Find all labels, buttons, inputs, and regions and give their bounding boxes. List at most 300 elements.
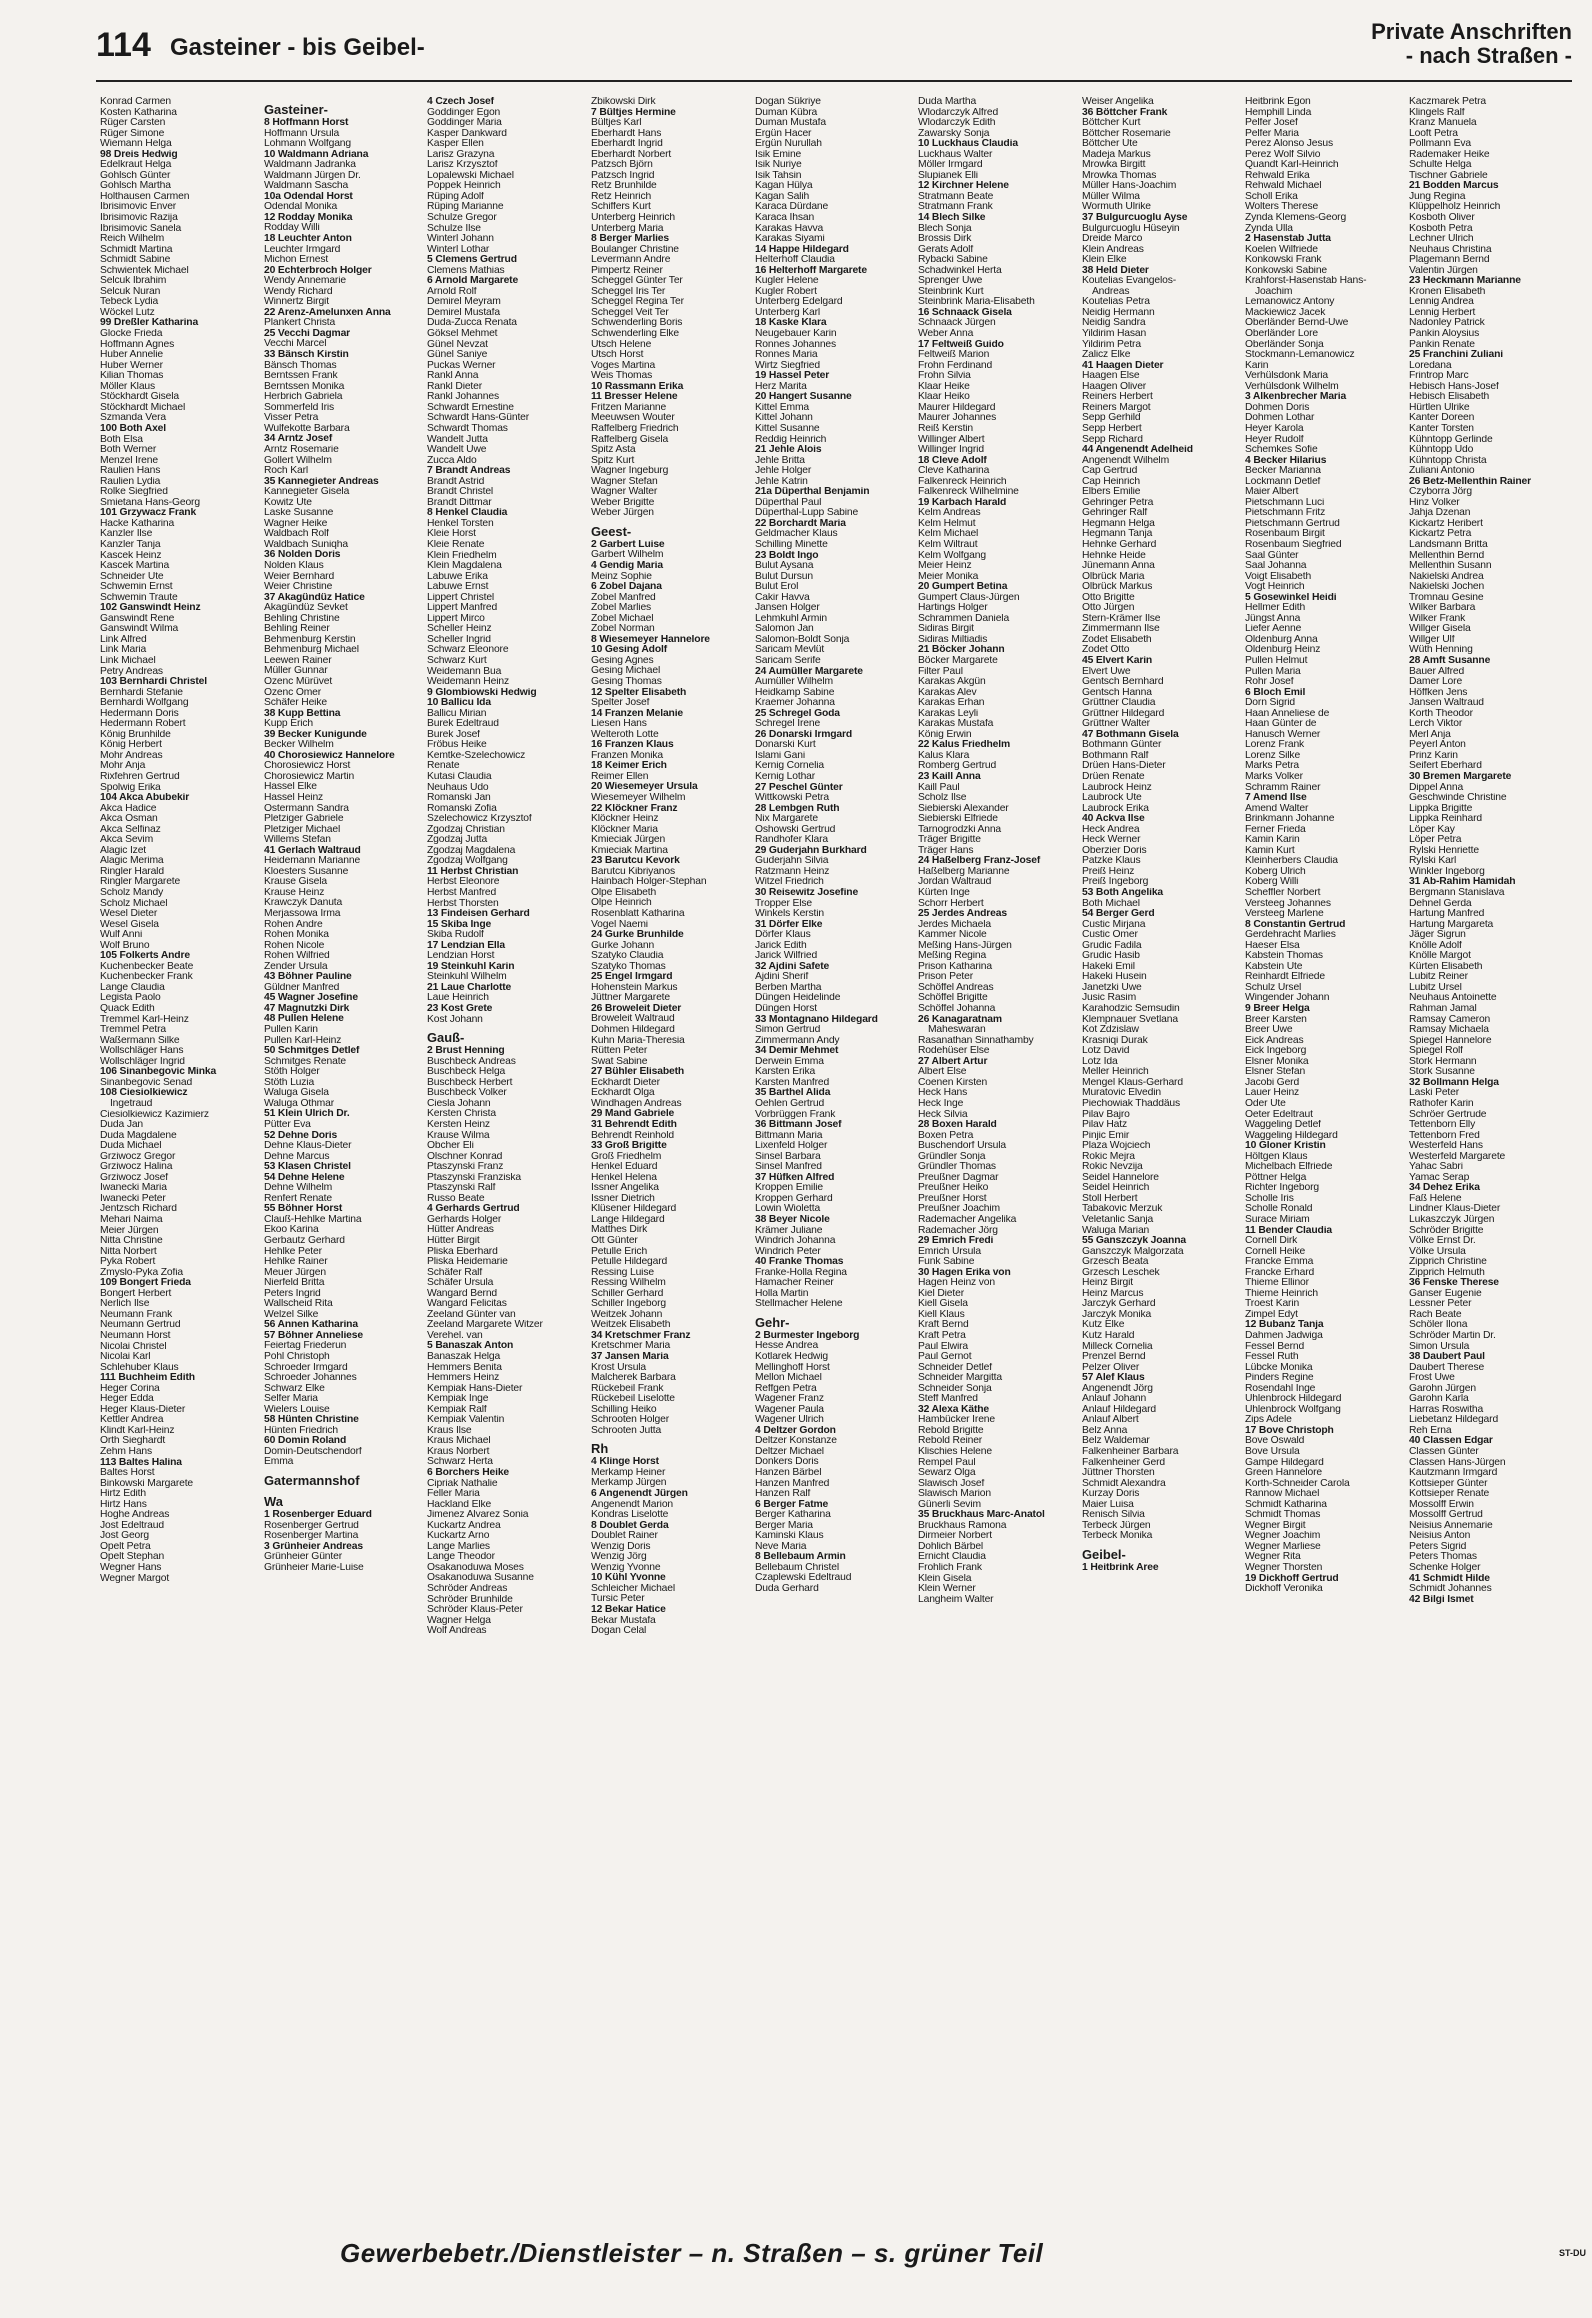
directory-entry: 1 Heitbrink Aree xyxy=(1081,1562,1159,1573)
directory-entry: Kurzay Doris xyxy=(1081,1489,1140,1500)
directory-entry: Kickartz Heribert xyxy=(1409,518,1483,529)
directory-entry: Koberg Willi xyxy=(1245,877,1299,888)
directory-entry: 25 Franchini Zuliani xyxy=(1409,350,1504,361)
directory-entry: Reiß Kerstin xyxy=(918,423,974,434)
directory-entry: Wlodarczyk Edith xyxy=(918,118,996,129)
directory-entry: Scholz Ilse xyxy=(918,793,967,804)
directory-entry: Kühntopp Udo xyxy=(1409,445,1474,456)
directory-entry: Schneider Detlef xyxy=(918,1362,993,1373)
directory-entry: Wingender Johann xyxy=(1245,993,1330,1004)
directory-entry: Wagner Stefan xyxy=(590,476,658,487)
directory-entry: Karsten Manfred xyxy=(754,1077,829,1088)
directory-entry: Willinger Ingrid xyxy=(918,445,985,456)
directory-entry: Pelfer Maria xyxy=(1245,128,1300,139)
directory-columns xyxy=(100,97,1570,2222)
directory-entry: 44 Angenendt Adelheid xyxy=(1081,445,1193,456)
directory-entry: Holla Martin xyxy=(754,1288,808,1299)
directory-entry: Kot Zdzislaw xyxy=(1081,1025,1139,1036)
directory-entry: Jarczyk Monika xyxy=(1081,1309,1151,1320)
directory-column-1 xyxy=(100,97,261,2222)
directory-entry: Retz Brunhilde xyxy=(590,181,657,192)
directory-entry: Tursic Peter xyxy=(590,1594,645,1605)
directory-entry: Gohlsch Günter xyxy=(100,170,171,181)
directory-entry: Patzsch Björn xyxy=(590,160,653,171)
directory-entry: Eberhardt Ingrid xyxy=(590,139,663,150)
directory-entry: Kanter Doreen xyxy=(1409,413,1475,424)
directory-entry: Schlehuber Klaus xyxy=(100,1362,179,1373)
directory-entry: Sepp Richard xyxy=(1081,434,1143,445)
directory-entry: Pinders Regine xyxy=(1245,1373,1315,1384)
directory-entry: Alagic Merima xyxy=(100,856,164,867)
directory-entry: Kemtke-Szelechowicz xyxy=(427,750,526,761)
directory-entry: Berntssen Frank xyxy=(263,371,338,382)
directory-entry: Hanzen Manfred xyxy=(754,1478,829,1489)
directory-entry: Kelm Michael xyxy=(918,529,979,540)
directory-entry: Grziwocz Josef xyxy=(100,1172,168,1183)
directory-entry: Liesen Hans xyxy=(590,719,647,730)
directory-entry: Hehlke Peter xyxy=(263,1246,322,1257)
directory-entry: Stellmacher Helene xyxy=(754,1299,843,1310)
directory-entry: Sinanbegovic Senad xyxy=(100,1077,193,1088)
directory-entry: Lennig Andrea xyxy=(1409,297,1474,308)
directory-entry: Becker Wilhelm xyxy=(263,740,334,751)
directory-entry: König Herbert xyxy=(100,740,162,751)
directory-entry: Akca Selfinaz xyxy=(100,824,161,835)
directory-entry: Milleck Cornelia xyxy=(1081,1341,1153,1352)
directory-entry: 43 Böhner Pauline xyxy=(263,972,352,983)
directory-entry: Peters Thomas xyxy=(1409,1552,1478,1563)
directory-entry: Zipprich Christine xyxy=(1409,1257,1487,1268)
directory-entry: 34 Arntz Josef xyxy=(263,434,332,445)
directory-entry: Donarski Kurt xyxy=(754,740,816,751)
directory-entry: Schwarz Eleonore xyxy=(427,645,509,656)
directory-entry: Neumann Gertrud xyxy=(100,1320,181,1331)
directory-entry: 5 Banaszak Anton xyxy=(427,1341,514,1352)
directory-entry: 6 Angenendt Jürgen xyxy=(590,1489,688,1499)
directory-entry: Höltgen Klaus xyxy=(1245,1151,1308,1162)
directory-entry: Witzel Friedrich xyxy=(754,877,824,888)
directory-entry: Kottsieper Renate xyxy=(1409,1489,1490,1500)
directory-entry: Selcuk Nuran xyxy=(100,286,161,297)
directory-entry: Buschbeck Helga xyxy=(427,1067,506,1078)
directory-entry: Rodehüser Else xyxy=(918,1046,990,1057)
directory-entry: Utsch Horst xyxy=(590,350,644,361)
directory-entry: Wegner Thorsten xyxy=(1245,1563,1323,1574)
directory-entry: Wandelt Jutta xyxy=(427,434,489,445)
directory-entry: Rankl Anna xyxy=(427,371,479,382)
directory-entry: Romanski Jan xyxy=(427,793,491,804)
directory-entry: Özenc Mürüvet xyxy=(263,676,332,687)
directory-entry: Konkowski Sabine xyxy=(1245,265,1328,276)
directory-entry: Scheggel Iris Ter xyxy=(590,286,666,297)
directory-entry: Gehringer Petra xyxy=(1081,497,1154,508)
directory-entry: Ressing Wilhelm xyxy=(590,1278,666,1289)
directory-entry: Klein Andreas xyxy=(1081,244,1144,255)
directory-entry: Heinz Marcus xyxy=(1081,1288,1144,1299)
directory-entry: Heck Andrea xyxy=(1081,824,1140,835)
directory-entry: Wenzig Doris xyxy=(590,1541,651,1552)
directory-entry: Gohlsch Martha xyxy=(100,181,171,192)
directory-entry: Domin-Deutschendorf xyxy=(263,1446,362,1457)
directory-entry: Krasniqi Durak xyxy=(1081,1035,1148,1046)
directory-entry: Kroppen Emilie xyxy=(754,1183,823,1194)
directory-entry: Lippka Reinhard xyxy=(1409,814,1483,825)
directory-entry: 2 Burmester Ingeborg xyxy=(754,1330,859,1341)
directory-entry: Günel Saniye xyxy=(427,350,488,361)
directory-entry: Grüttner Hildegard xyxy=(1081,708,1165,719)
directory-entry: 10 Waldmann Adriana xyxy=(263,149,368,160)
directory-entry: Labuwe Erika xyxy=(427,571,489,582)
directory-entry: Zimmermann Ilse xyxy=(1081,624,1160,635)
directory-entry: Wegner Marliese xyxy=(1245,1541,1322,1552)
directory-entry: Scheggel Günter Ter xyxy=(590,276,683,287)
directory-entry: Wolf Andreas xyxy=(427,1626,487,1637)
directory-entry: Duda Jan xyxy=(100,1120,144,1131)
directory-entry: Haagen Else xyxy=(1081,371,1140,382)
directory-entry: Jacobi Gerd xyxy=(1245,1077,1300,1088)
directory-entry: Nakielski Andrea xyxy=(1409,571,1484,582)
directory-entry: Hedermann Doris xyxy=(100,708,179,719)
directory-entry: 16 Franzen Klaus xyxy=(590,740,674,751)
directory-entry: Kottsieper Günter xyxy=(1409,1478,1488,1489)
directory-entry: Wagner Helga xyxy=(427,1615,492,1626)
directory-entry: Böttcher Rosemarie xyxy=(1081,128,1171,139)
directory-entry: Binkowski Margarete xyxy=(100,1478,194,1489)
directory-entry: Kasper Ellen xyxy=(427,139,485,150)
directory-entry: Dippel Anna xyxy=(1409,782,1464,793)
directory-entry: Stern-Krämer Ilse xyxy=(1081,613,1161,624)
directory-entry: 36 Bittmann Josef xyxy=(754,1120,841,1131)
directory-entry: Behmenburg Kerstin xyxy=(263,634,356,645)
directory-entry: Schwardt Thomas xyxy=(427,423,509,434)
directory-entry: Nadonley Patrick xyxy=(1409,318,1485,329)
directory-entry: Hellmer Edith xyxy=(1245,603,1306,614)
directory-entry: Hakeki Husein xyxy=(1081,972,1147,983)
directory-entry: Kiell Klaus xyxy=(918,1309,965,1320)
directory-entry: Link Alfred xyxy=(100,634,147,645)
directory-entry: Hartung Margareta xyxy=(1409,919,1494,930)
directory-entry: Kosten Katharina xyxy=(100,107,177,118)
directory-entry: Ramsay Cameron xyxy=(1409,1014,1491,1025)
directory-entry: Schregel Irene xyxy=(754,719,820,730)
directory-entry: 38 Kupp Bettina xyxy=(263,708,341,719)
directory-entry: Jost Edeltraud xyxy=(100,1520,164,1531)
directory-entry: 12 Kirchner Helene xyxy=(918,181,1010,192)
directory-entry: 6 Borchers Heike xyxy=(427,1468,510,1478)
directory-entry: Kutz Harald xyxy=(1081,1330,1135,1341)
directory-entry: Stockmann-Lemanowicz xyxy=(1245,350,1356,361)
directory-entry: Hünten Friedrich xyxy=(263,1425,338,1436)
directory-entry: Iwanecki Maria xyxy=(100,1183,167,1194)
directory-entry: Sewarz Olga xyxy=(918,1468,976,1479)
directory-entry: Emrich Ursula xyxy=(918,1246,982,1257)
directory-entry: 6 Arnold Margarete xyxy=(427,276,519,287)
directory-entry: Pankin Aloysius xyxy=(1409,329,1480,340)
directory-entry: 28 Boxen Harald xyxy=(918,1120,997,1131)
directory-entry: 10 Gloner Kristin xyxy=(1245,1141,1327,1152)
directory-entry: Grüttner Claudia xyxy=(1081,698,1156,709)
directory-entry: 23 Boldt Ingo xyxy=(754,550,819,561)
directory-entry: Jüttner Thorsten xyxy=(1081,1468,1155,1479)
directory-entry: Schmidt Alexandra xyxy=(1081,1478,1166,1489)
directory-entry: Rückebeil Liselotte xyxy=(590,1394,675,1405)
directory-entry: Scheller Ingrid xyxy=(427,634,492,645)
directory-entry: Laubrock Heinz xyxy=(1081,782,1152,793)
directory-entry: Tettenborn Elly xyxy=(1409,1120,1476,1131)
directory-entry: Wegner Margot xyxy=(100,1573,170,1584)
directory-entry: Meier Monika xyxy=(918,571,979,582)
directory-entry: Jimenez Alvarez Sonia xyxy=(427,1510,529,1521)
directory-entry: Siebierski Elfriede xyxy=(918,814,999,825)
directory-entry: Ronnes Johannes xyxy=(754,339,836,350)
directory-entry: Neve Maria xyxy=(754,1541,806,1552)
directory-entry: Kittel Johann xyxy=(754,413,813,424)
directory-entry: Grudic Fadila xyxy=(1081,940,1142,951)
directory-entry: Garohn Karla xyxy=(1409,1394,1469,1405)
directory-entry: Jordan Waltraud xyxy=(918,877,992,888)
street-heading: Geibel- xyxy=(1081,1546,1126,1562)
directory-entry: Weitzek Elisabeth xyxy=(590,1320,671,1331)
directory-entry: König Erwin xyxy=(918,729,972,740)
directory-entry: Scholz Michael xyxy=(100,898,168,909)
directory-entry: 33 Montagnano Hildegard xyxy=(754,1014,878,1025)
directory-entry: Both Werner xyxy=(100,445,157,456)
directory-entry: Selfer Maria xyxy=(263,1394,318,1405)
directory-entry: Mellinghoff Horst xyxy=(754,1362,830,1373)
directory-entry: 32 Ajdini Safete xyxy=(754,961,829,972)
directory-entry: Pinjic Emir xyxy=(1081,1130,1129,1141)
directory-entry: Islami Gani xyxy=(754,750,805,761)
directory-entry: 18 Kaske Klara xyxy=(754,318,826,329)
directory-entry: Rebold Reiner xyxy=(918,1436,983,1447)
directory-entry: Klischies Helene xyxy=(918,1447,993,1457)
directory-entry: Meier Heinz xyxy=(918,561,972,572)
directory-entry: Wegner Birgit xyxy=(1245,1520,1306,1531)
section-title-line2: - nach Straßen - xyxy=(1405,43,1572,68)
directory-entry: Heidemann Marianne xyxy=(263,856,360,867)
directory-entry: Olbrück Maria xyxy=(1081,571,1145,582)
directory-entry: Reimer Ellen xyxy=(590,771,649,782)
directory-entry: Westerfeld Hans xyxy=(1409,1141,1484,1152)
directory-entry: 108 Ciesiolkiewicz xyxy=(100,1088,188,1099)
directory-entry: Ferner Frieda xyxy=(1245,824,1307,835)
directory-entry: 111 Buchheim Edith xyxy=(100,1373,195,1384)
directory-entry: 41 Gerlach Waltraud xyxy=(263,845,361,856)
directory-entry: Cipriak Nathalie xyxy=(427,1478,498,1489)
directory-entry: Spelter Josef xyxy=(590,698,650,709)
directory-entry: 103 Bernhardi Christel xyxy=(100,677,207,688)
directory-entry: Duda Martha xyxy=(918,97,977,107)
directory-entry: Schwarz Elke xyxy=(263,1383,325,1394)
directory-entry: Kürten Inge xyxy=(918,888,970,899)
directory-entry: Schmitges Renate xyxy=(263,1056,346,1067)
directory-entry: Spiegel Hannelore xyxy=(1409,1035,1492,1046)
directory-entry: Lindner Klaus-Dieter xyxy=(1409,1204,1501,1215)
directory-entry: Kowitz Ute xyxy=(263,497,312,508)
directory-entry: Rademaker Heike xyxy=(1409,149,1490,160)
directory-entry: Krämer Juliane xyxy=(754,1225,822,1236)
directory-entry: Oberländer Sonja xyxy=(1245,339,1325,350)
directory-entry: Kleie Renate xyxy=(427,539,485,550)
directory-entry: Kittel Emma xyxy=(754,402,809,413)
directory-entry: Rodday Willi xyxy=(263,223,320,234)
directory-entry: 24 Gurke Brunhilde xyxy=(590,930,684,941)
directory-entry: 8 Constantin Gertrud xyxy=(1245,919,1346,930)
directory-entry: 19 Karbach Harald xyxy=(918,497,1007,508)
directory-entry: Jung Regina xyxy=(1409,191,1466,202)
directory-entry: Heger Corina xyxy=(100,1383,160,1394)
directory-entry: Rehwald Erika xyxy=(1245,170,1311,181)
directory-entry: Träger Hans xyxy=(918,845,974,856)
directory-entry: Rosenblatt Katharina xyxy=(590,909,685,920)
directory-entry: Karakas Siyami xyxy=(754,234,825,245)
directory-entry: Issner Angelika xyxy=(590,1183,659,1194)
directory-entry: Schulze Ilse xyxy=(427,223,482,234)
directory-entry: Reiners Herbert xyxy=(1081,392,1153,403)
directory-entry: Düngen Heidelinde xyxy=(754,993,840,1004)
directory-entry: Raffelberg Friedrich xyxy=(590,423,679,434)
directory-entry: Verhülsdonk Wilhelm xyxy=(1245,381,1340,392)
directory-entry: Francke Emma xyxy=(1245,1257,1314,1268)
directory-entry: Lukaszczyk Jürgen xyxy=(1409,1214,1495,1225)
directory-entry: Menzel Irene xyxy=(100,455,158,466)
directory-entry: Schulz Ursel xyxy=(1245,982,1302,993)
directory-entry: Arnold Rolf xyxy=(427,286,477,297)
directory-entry: Neumann Horst xyxy=(100,1330,171,1341)
directory-entry: Schramm Rainer xyxy=(1245,782,1321,793)
directory-entry: Prinz Karin xyxy=(1409,750,1459,761)
directory-entry: Opelt Stephan xyxy=(100,1552,165,1563)
directory-entry: Lohmann Wolfgang xyxy=(263,139,351,150)
directory-entry: Jentzsch Richard xyxy=(100,1204,177,1215)
directory-entry: Scholz Mandy xyxy=(100,888,164,899)
directory-entry: Dohmen Lothar xyxy=(1245,413,1315,424)
directory-entry: Obcher Eli xyxy=(427,1141,475,1152)
directory-entry: Schröder Brunhilde xyxy=(427,1594,514,1605)
directory-entry: Marks Volker xyxy=(1245,772,1304,782)
directory-entry: Frintrop Marc xyxy=(1409,371,1469,382)
directory-entry: Rylski Karl xyxy=(1409,856,1457,867)
directory-entry: 39 Becker Kunigunde xyxy=(263,729,367,740)
directory-entry: Breer Uwe xyxy=(1245,1025,1293,1036)
directory-entry: Issner Dietrich xyxy=(590,1193,655,1204)
directory-entry: Simon Ursula xyxy=(1409,1341,1470,1352)
directory-entry: Nolden Klaus xyxy=(263,560,324,571)
directory-entry: Willger Ulf xyxy=(1409,634,1455,645)
directory-entry: Oldenburg Anna xyxy=(1245,634,1319,645)
directory-entry: Huber Werner xyxy=(100,360,163,371)
directory-entry: Pletziger Michael xyxy=(263,824,340,835)
directory-entry: Troest Karin xyxy=(1245,1299,1300,1310)
street-heading: Rh xyxy=(590,1441,609,1457)
directory-entry: Weber Anna xyxy=(918,329,974,340)
directory-entry: Kempiak Hans-Dieter xyxy=(427,1383,523,1394)
directory-entry: Berger Katharina xyxy=(754,1510,831,1521)
directory-entry: Hanusch Werner xyxy=(1245,729,1321,740)
directory-entry: Gentsch Hanna xyxy=(1081,687,1152,698)
directory-entry: Peters Sigrid xyxy=(1409,1541,1467,1552)
directory-entry: Lippert Christel xyxy=(427,592,495,603)
directory-entry: Jarick Wilfried xyxy=(754,951,817,962)
directory-entry: Wüth Henning xyxy=(1409,645,1473,656)
directory-entry: Deltzer Michael xyxy=(754,1446,824,1457)
directory-entry: Frohn Ferdinand xyxy=(918,360,993,371)
directory-entry: 21 Laue Charlotte xyxy=(427,982,512,993)
directory-entry: Hacke Katharina xyxy=(100,518,175,529)
directory-entry: Patzke Klaus xyxy=(1081,856,1141,867)
directory-entry: 42 Bilgi Ismet xyxy=(1409,1594,1474,1605)
street-heading: Wa xyxy=(263,1494,283,1509)
directory-entry: Lange Marlies xyxy=(427,1541,491,1552)
directory-entry: Vogel Naemi xyxy=(590,919,648,930)
directory-entry: Becker Marianna xyxy=(1245,466,1322,477)
directory-entry: Hütter Andreas xyxy=(427,1225,495,1236)
directory-entry: Zender Ursula xyxy=(263,961,328,972)
directory-entry: Schwardt Ernestine xyxy=(427,402,515,413)
directory-entry: Jansen Holger xyxy=(754,603,820,614)
directory-entry: Heck Werner xyxy=(1081,835,1141,846)
directory-entry: Lerch Viktor xyxy=(1409,719,1463,730)
directory-entry: Rademacher Jörg xyxy=(918,1225,999,1236)
directory-entry: Zbikowski Dirk xyxy=(590,97,656,107)
directory-entry: Schiller Ingeborg xyxy=(590,1299,666,1310)
directory-entry: Jehle Britta xyxy=(754,455,805,466)
directory-entry: Elbers Emilie xyxy=(1081,487,1141,498)
directory-entry: 5 Gosewinkel Heidi xyxy=(1245,592,1337,603)
directory-entry: Schulte Helga xyxy=(1409,160,1472,171)
directory-entry: Kernig Lothar xyxy=(754,772,815,782)
directory-entry: Wiesemeyer Wilhelm xyxy=(590,793,686,803)
directory-entry: Schröder Martin Dr. xyxy=(1409,1330,1496,1341)
directory-entry: Stratmann Beate xyxy=(918,191,994,202)
directory-entry: Angenendt Wilhelm xyxy=(1081,455,1169,466)
directory-entry: 25 Jerdes Andreas xyxy=(918,909,1008,920)
directory-entry: Wagner Heike xyxy=(263,518,327,529)
directory-entry: Pilav Hatz xyxy=(1081,1120,1127,1131)
directory-entry: Preußner Dagmar xyxy=(918,1172,999,1183)
directory-entry: Özenc Ömer xyxy=(263,687,321,698)
page-number: 114 xyxy=(96,26,151,64)
directory-entry: Krost Ursula xyxy=(590,1362,646,1373)
directory-entry: Zobel Marlies xyxy=(590,603,651,614)
directory-entry: Leuchter Irmgard xyxy=(263,244,340,255)
directory-entry: Grzesch Beata xyxy=(1081,1257,1149,1268)
directory-entry: Wagener Paula xyxy=(754,1404,824,1415)
directory-entry: Böttcher Kurt xyxy=(1081,118,1141,129)
directory-entry: Paul Gernot xyxy=(918,1352,972,1363)
directory-entry: Amend Walter xyxy=(1245,803,1309,814)
directory-entry: Waluga Gisela xyxy=(263,1088,329,1099)
directory-entry: Hambücker Irene xyxy=(918,1415,996,1426)
directory-entry: Clauß-Hehlke Martina xyxy=(263,1214,362,1225)
directory-entry: Schroeder Irmgard xyxy=(263,1362,348,1373)
directory-entry: Lixenfeld Holger xyxy=(754,1141,827,1152)
directory-entry: Berntssen Monika xyxy=(263,381,344,392)
directory-entry: Preußner Heiko xyxy=(918,1183,989,1194)
directory-entry: Hütter Birgit xyxy=(427,1235,480,1246)
directory-entry: 60 Domin Roland xyxy=(263,1436,346,1447)
directory-entry: Schröer Gertrude xyxy=(1409,1109,1487,1120)
directory-entry: Rixfehren Gertrud xyxy=(100,772,180,782)
street-heading: Geest- xyxy=(590,523,632,539)
directory-entry: Heyer Karola xyxy=(1245,423,1304,434)
directory-entry: Rüger Carsten xyxy=(100,118,166,129)
directory-entry: Kanzler Ilse xyxy=(100,529,153,540)
directory-entry: Ptaszynski Franz xyxy=(427,1162,504,1173)
directory-entry: Willems Stefan xyxy=(263,835,331,846)
page-range-title: Gasteiner - bis Geibel- xyxy=(170,34,425,61)
directory-entry: Iwanecki Peter xyxy=(100,1193,166,1204)
